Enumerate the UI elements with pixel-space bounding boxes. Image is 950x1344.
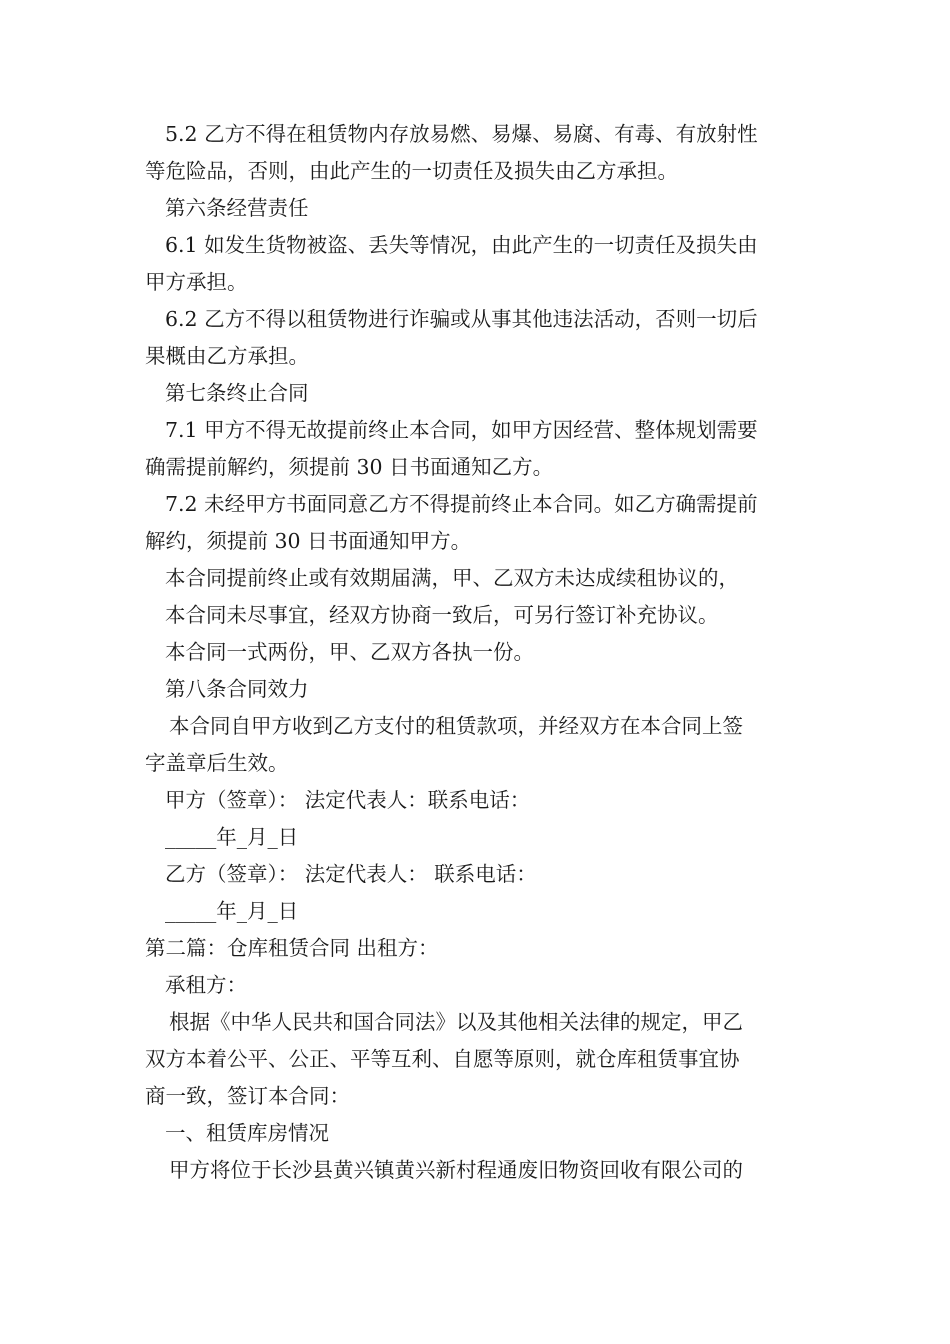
copies-paragraph: 本合同一式两份，甲、乙双方各执一份。: [165, 640, 534, 664]
article-7-heading: 第七条终止合同: [165, 381, 309, 405]
clause-5-2-line-1: 5.2 乙方不得在租赁物内存放易燃、易爆、易腐、有毒、有放射性: [165, 122, 758, 146]
clause-6-2-line-2: 果概由乙方承担。: [145, 344, 309, 368]
party-a-date-line: _____年_月_日: [165, 825, 299, 849]
clause-7-1-line-2: 确需提前解约，须提前 30 日书面通知乙方。: [145, 455, 554, 479]
clause-7-2-line-2: 解约，须提前 30 日书面通知甲方。: [145, 529, 472, 553]
supplement-paragraph: 本合同未尽事宜，经双方协商一致后，可另行签订补充协议。: [165, 603, 719, 627]
clause-5-2-line-2: 等危险品，否则，由此产生的一切责任及损失由乙方承担。: [145, 159, 678, 183]
party-a-signature-line: 甲方（签章）： 法定代表人：联系电话：: [165, 788, 531, 812]
party-b-date-line: _____年_月_日: [165, 899, 299, 923]
clause-7-2-line-1: 7.2 未经甲方书面同意乙方不得提前终止本合同。如乙方确需提前: [165, 492, 758, 516]
part-two-heading: 第二篇：仓库租赁合同 出租方：: [145, 936, 439, 960]
document-body: [145, 116, 815, 1189]
effectiveness-line-1: 本合同自甲方收到乙方支付的租赁款项，并经双方在本合同上签: [169, 714, 743, 738]
lessee-line: 承租方：: [165, 973, 247, 997]
preamble-line-1: 根据《中华人民共和国合同法》以及其他相关法律的规定，甲乙: [169, 1010, 743, 1034]
termination-paragraph: 本合同提前终止或有效期届满，甲、乙双方未达成续租协议的，: [165, 566, 739, 590]
clause-6-1-line-2: 甲方承担。: [145, 270, 248, 294]
section-1-line-1: 甲方将位于长沙县黄兴镇黄兴新村程通废旧物资回收有限公司的: [169, 1158, 743, 1182]
party-b-signature-line: 乙方（签章）： 法定代表人： 联系电话：: [165, 862, 537, 886]
preamble-line-2: 双方本着公平、公正、平等互利、自愿等原则，就仓库租赁事宜协: [145, 1047, 740, 1071]
article-8-heading: 第八条合同效力: [165, 677, 309, 701]
preamble-line-3: 商一致，签订本合同：: [145, 1084, 350, 1108]
article-6-heading: 第六条经营责任: [165, 196, 309, 220]
effectiveness-line-2: 字盖章后生效。: [145, 751, 289, 775]
section-1-heading: 一、租赁库房情况: [165, 1121, 329, 1145]
clause-6-1-line-1: 6.1 如发生货物被盗、丢失等情况，由此产生的一切责任及损失由: [165, 233, 758, 257]
clause-6-2-line-1: 6.2 乙方不得以租赁物进行诈骗或从事其他违法活动，否则一切后: [165, 307, 758, 331]
clause-7-1-line-1: 7.1 甲方不得无故提前终止本合同，如甲方因经营、整体规划需要: [165, 418, 758, 442]
